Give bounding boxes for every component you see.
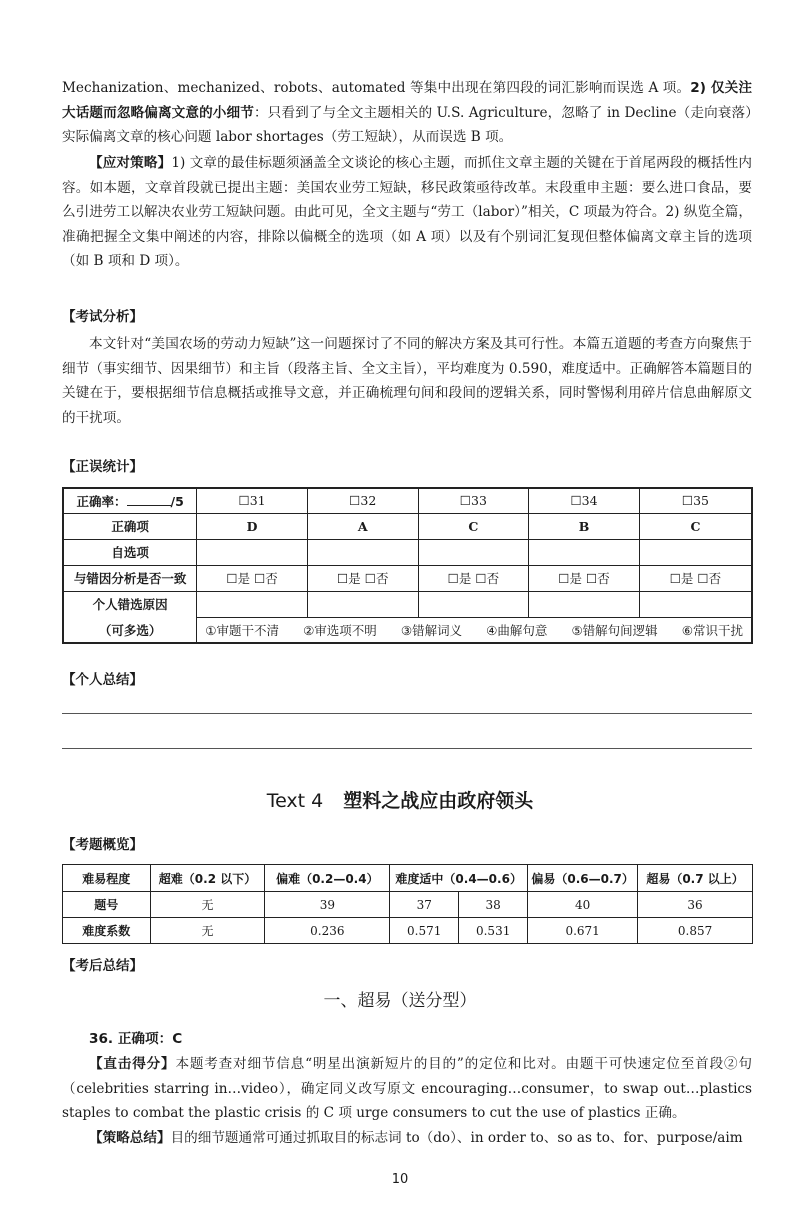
correct-label: 正确项 <box>63 513 197 539</box>
very-easy-coefficient: 0.857 <box>638 918 753 944</box>
answer-34: B <box>529 513 640 539</box>
self-cell-34[interactable] <box>529 539 640 565</box>
self-cell-32[interactable] <box>307 539 418 565</box>
moderate-header: 难度适中（0.4—0.6） <box>390 865 528 892</box>
reason-option-3[interactable]: ③错解词义 <box>400 622 463 638</box>
question-cell-33[interactable]: ☐33 <box>418 488 529 513</box>
intro-text-2: ：只看到了与全文主题相关的 U.S. Agriculture，忽略了 in Decline（走向衰落）实际偏离文章的核心问题 labor shortages（劳工短缺），从而误选 B 项。 <box>62 104 752 145</box>
stats-table <box>62 487 753 644</box>
post-exam-summary-heading: 【考后总结】 <box>62 958 143 974</box>
personal-summary-heading: 【个人总结】 <box>62 672 143 688</box>
overview-difficulty-row <box>63 918 753 944</box>
match-label: 与错因分析是否一致 <box>63 565 197 591</box>
correct-rate-cell: 正确率： /5 <box>63 488 197 513</box>
match-cell-31[interactable]: ☐是 ☐否 <box>197 565 308 591</box>
self-cell-31[interactable] <box>197 539 308 565</box>
question-cell-32[interactable]: ☐32 <box>307 488 418 513</box>
moderate-question-1: 37 <box>390 892 459 918</box>
self-cell-35[interactable] <box>639 539 752 565</box>
section-title: 一、超易（送分型） <box>323 991 477 1011</box>
strategy-text: 1) 文章的最佳标题须涵盖全文谈论的核心主题，而抓住文章主题的关键在于首尾两段的概括性内容。如本题，文章首段就已提出主题：美国农业劳工短缺，移民政策亟待改革。末段重申主题：要么进口食品，要么引进劳工以解决农业劳工短缺问题。由此可见，全文主题与“劳工（labor）”相关，C 项最为符合。2) 纵览全篇，准确把握全文集中阐述的内容，排除以偏概全的选项（如 A 项）以及有个别词汇复现但整体偏离文章主旨的选项（如 B 项和 D 项）。 <box>62 155 752 269</box>
answer-31: D <box>197 513 308 539</box>
easy-coefficient: 0.671 <box>528 918 638 944</box>
difficulty-coefficient-label: 难度系数 <box>63 918 151 944</box>
very-easy-question: 36 <box>638 892 753 918</box>
moderate-coefficient-1: 0.571 <box>390 918 459 944</box>
answer-32: A <box>307 513 418 539</box>
moderate-question-2: 38 <box>459 892 528 918</box>
hard-coefficient: 0.236 <box>265 918 390 944</box>
stats-row-self <box>63 539 752 565</box>
match-cell-35[interactable]: ☐是 ☐否 <box>639 565 752 591</box>
very-hard-header: 超难（0.2 以下） <box>150 865 265 892</box>
very-hard-coefficient: 无 <box>150 918 265 944</box>
overview-question-row <box>63 892 753 918</box>
self-cell-33[interactable] <box>418 539 529 565</box>
match-cell-32[interactable]: ☐是 ☐否 <box>307 565 418 591</box>
reason-cell-31[interactable] <box>197 591 308 617</box>
intro-text-1: Mechanization、mechanized、robots、automated 等集中出现在第四段的词汇影响而误选 A 项。 <box>62 80 691 96</box>
q36-direct-paragraph <box>62 1052 752 1126</box>
intro-paragraph <box>62 76 752 150</box>
overview-header-row <box>63 865 753 892</box>
reason-option-5[interactable]: ⑤错解句间逻辑 <box>571 622 658 638</box>
easy-header: 偏易（0.6—0.7） <box>528 865 638 892</box>
stats-row-match <box>63 565 752 591</box>
page-number: 10 <box>391 1172 409 1187</box>
answer-33: C <box>418 513 529 539</box>
q36-strategy-paragraph <box>62 1126 752 1151</box>
question-number-label: 题号 <box>63 892 151 918</box>
intro-bold-point: 2) 仅关注大话题而忽略偏离文意的小细节 <box>62 80 752 121</box>
match-cell-33[interactable]: ☐是 ☐否 <box>418 565 529 591</box>
summary-line-2[interactable] <box>62 748 752 749</box>
stats-row-reason-blank <box>63 591 752 617</box>
question-cell-35[interactable]: ☐35 <box>639 488 752 513</box>
question-cell-31[interactable]: ☐31 <box>197 488 308 513</box>
reason-option-4[interactable]: ④曲解句意 <box>486 622 548 638</box>
reason-cell-32[interactable] <box>307 591 418 617</box>
exam-analysis-text: 本文针对“美国农场的劳动力短缺”这一问题探讨了不同的解决方案及其可行性。本篇五道题的考查方向聚焦于细节（事实细节、因果细节）和主旨（段落主旨、全文主旨），平均难度为 0.590，难度适中。正确解答本篇题目的关键在于，要根据细节信息概括或推导文意，并正确梳理句间和段间的逻辑关系，同时警惕利用碎片信息曲解原文的干扰项。 <box>62 336 752 426</box>
text4-title <box>0 786 800 813</box>
hard-header: 偏难（0.2—0.4） <box>265 865 390 892</box>
match-cell-34[interactable]: ☐是 ☐否 <box>529 565 640 591</box>
difficulty-header: 难易程度 <box>63 865 151 892</box>
strategy-label: 【应对策略】 <box>89 155 172 171</box>
easy-question: 40 <box>528 892 638 918</box>
q36-direct-text: 本题考查对细节信息“明星出演新短片的目的”的定位和比对。由题干可快速定位至首段②句（celebrities starring in…video），确定同义改写原文 encouraging…consumer，to swap out…plastics staples to combat the plastic crisis 的 C 项 urge consumers to cut the use of plastics 正确。 <box>62 1056 752 1121</box>
hard-question: 39 <box>265 892 390 918</box>
stats-heading: 【正误统计】 <box>62 459 143 475</box>
reasons-list <box>197 617 752 643</box>
text4-chinese-title: 塑料之战应由政府领头 <box>343 790 534 812</box>
overview-heading: 【考题概览】 <box>62 837 143 853</box>
reason-option-2[interactable]: ②审选项不明 <box>303 622 377 638</box>
strategy-paragraph <box>62 151 752 274</box>
q36-strategy-label: 【策略总结】 <box>89 1130 171 1146</box>
reason-option-6[interactable]: ⑥常识干扰 <box>681 622 743 638</box>
overview-table <box>62 864 753 944</box>
reason-cell-34[interactable] <box>529 591 640 617</box>
text4-name: Text 4 <box>266 790 324 812</box>
q36-direct-label: 【直击得分】 <box>89 1056 176 1072</box>
reason-label-2: （可多选） <box>63 617 197 643</box>
reason-cell-35[interactable] <box>639 591 752 617</box>
answer-35: C <box>639 513 752 539</box>
very-hard-question: 无 <box>150 892 265 918</box>
moderate-coefficient-2: 0.531 <box>459 918 528 944</box>
self-label: 自选项 <box>63 539 197 565</box>
stats-row-questions <box>63 488 752 513</box>
question-cell-34[interactable]: ☐34 <box>529 488 640 513</box>
exam-analysis-heading: 【考试分析】 <box>62 309 143 325</box>
stats-row-answers <box>63 513 752 539</box>
reason-label-1: 个人错选原因 <box>63 591 197 617</box>
q36-title: 36. 正确项：C <box>89 1031 183 1047</box>
stats-row-reasons <box>63 617 752 643</box>
reason-cell-33[interactable] <box>418 591 529 617</box>
q36-strategy-text: 目的细节题通常可通过抓取目的标志词 to（do）、in order to、so as to、for、purpose/aim <box>170 1130 743 1146</box>
summary-line-1[interactable] <box>62 713 752 714</box>
reason-option-1[interactable]: ①审题干不清 <box>205 622 279 638</box>
very-easy-header: 超易（0.7 以上） <box>638 865 753 892</box>
rate-blank[interactable] <box>127 494 171 506</box>
